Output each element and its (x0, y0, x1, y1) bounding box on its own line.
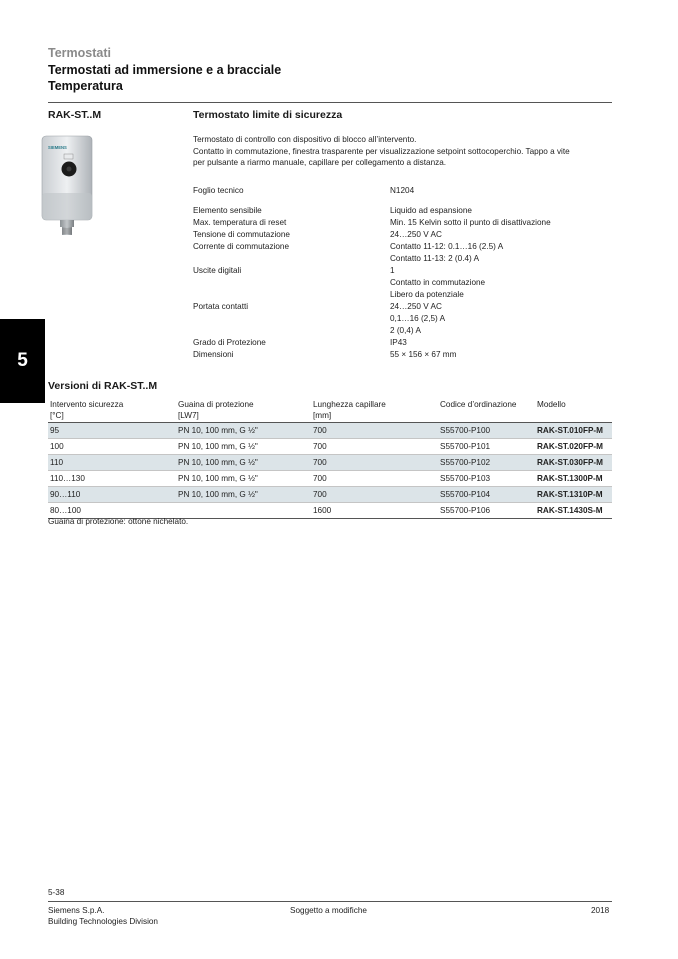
cell-intervento: 110…130 (50, 474, 85, 483)
spec-row (193, 337, 613, 349)
versions-table (48, 397, 612, 519)
cell-guaina: PN 10, 100 mm, G ½" (178, 474, 258, 483)
spec-value: 0,1…16 (2,5) A (390, 314, 446, 323)
header-rule (48, 102, 612, 103)
description-line: per pulsante a riarmo manuale, capillare per collegamento a distanza. (193, 158, 447, 168)
page-title: Termostati ad immersione e a bracciale (48, 63, 282, 77)
spec-value: IP43 (390, 338, 407, 347)
column-header: Modello (537, 400, 566, 409)
table-header-row (48, 397, 612, 423)
spec-key: Max. temperatura di reset (193, 218, 287, 227)
cell-modello: RAK-ST.020FP-M (537, 442, 603, 451)
spec-key: Portata contatti (193, 302, 249, 311)
cell-intervento: 95 (48, 423, 176, 439)
product-photo (38, 133, 98, 237)
cell-lunghezza: 700 (313, 474, 327, 483)
section-category: Termostati (48, 46, 111, 60)
product-description (193, 134, 613, 169)
column-header: Intervento sicurezza [°C] (50, 400, 124, 420)
spec-key: Corrente di commutazione (193, 242, 290, 251)
cell-codice: S55700-P101 (440, 442, 491, 451)
versions-title: Versioni di RAK-ST..M (48, 380, 158, 392)
cell-guaina: PN 10, 100 mm, G ½" (178, 442, 258, 451)
cell-modello: RAK-ST.1310P-M (535, 487, 612, 503)
chapter-tab: 5 (0, 319, 45, 403)
table-row (48, 423, 612, 439)
description-line: Termostato di controllo con dispositivo di blocco all’intervento. (193, 135, 417, 144)
spec-list (193, 185, 613, 361)
cell-codice: S55700-P100 (438, 423, 535, 439)
product-code: RAK-ST..M (48, 109, 102, 121)
spec-value: Contatto in commutazione (390, 278, 486, 287)
spec-row (193, 217, 613, 229)
cell-modello: RAK-ST.1300P-M (537, 474, 603, 483)
cell-lunghezza: 700 (311, 455, 438, 471)
spec-value: Contatto 11-12: 0.1…16 (2.5) A (390, 242, 504, 251)
spec-row (193, 265, 613, 301)
cell-intervento: 100 (50, 442, 64, 451)
cell-guaina: PN 10, 100 mm, G ½" (176, 487, 311, 503)
product-title: Termostato limite di sicurezza (193, 109, 343, 121)
spec-key: Elemento sensibile (193, 206, 262, 215)
cell-modello: RAK-ST.010FP-M (535, 423, 612, 439)
column-header: Guaina di protezione [LW7] (178, 400, 254, 420)
cell-guaina: PN 10, 100 mm, G ½" (176, 423, 311, 439)
cell-modello: RAK-ST.030FP-M (535, 455, 612, 471)
cell-guaina: PN 10, 100 mm, G ½" (176, 455, 311, 471)
column-header: Lunghezza capillare [mm] (313, 400, 386, 420)
spec-value: N1204 (390, 186, 415, 195)
page-subtitle: Temperatura (48, 79, 123, 93)
cell-lunghezza: 1600 (313, 506, 332, 515)
spec-row (193, 349, 613, 361)
cell-codice: S55700-P104 (438, 487, 535, 503)
spec-row (193, 301, 613, 337)
cell-lunghezza: 700 (313, 442, 327, 451)
spec-value: Liquido ad espansione (390, 206, 472, 215)
spec-key: Uscite digitali (193, 266, 242, 275)
spec-key: Tensione di commutazione (193, 230, 290, 239)
cell-lunghezza: 700 (311, 487, 438, 503)
spec-row (193, 229, 613, 241)
spec-value: Min. 15 Kelvin sotto il punto di disattivazione (390, 218, 551, 227)
column-header: Codice d’ordinazione (440, 400, 517, 409)
footer-rule (48, 901, 612, 902)
cell-codice: S55700-P103 (440, 474, 491, 483)
footer-year: 2018 (591, 906, 610, 915)
spec-key: Dimensioni (193, 350, 234, 359)
spec-value: 55 × 156 × 67 mm (390, 350, 457, 359)
spec-row (193, 185, 613, 197)
spec-row (193, 205, 613, 217)
footer-company: Siemens S.p.A. (48, 906, 105, 915)
spec-row (193, 241, 613, 265)
cell-modello: RAK-ST.1430S-M (537, 506, 603, 515)
cell-intervento: 110 (48, 455, 176, 471)
table-row (48, 471, 612, 487)
cell-codice: S55700-P106 (440, 506, 491, 515)
spec-value: Libero da potenziale (390, 290, 464, 299)
spec-value: Contatto 11-13: 2 (0.4) A (390, 254, 480, 263)
spec-value: 24…250 V AC (390, 230, 442, 239)
cell-codice: S55700-P102 (438, 455, 535, 471)
cell-guaina (176, 503, 311, 519)
table-row (48, 455, 612, 471)
footer-division: Building Technologies Division (48, 917, 158, 926)
page-number: 5-38 (48, 888, 65, 897)
footer-disclaimer: Soggetto a modifiche (290, 906, 367, 915)
table-note: Guaina di protezione: ottone nichelato. (48, 517, 189, 526)
cell-intervento: 80…100 (50, 506, 81, 515)
spec-key: Foglio tecnico (193, 186, 244, 195)
brand-label: SIEMENS (48, 145, 67, 150)
spec-key: Grado di Protezione (193, 338, 266, 347)
table-row (48, 439, 612, 455)
table-row (48, 487, 612, 503)
cell-intervento: 90…110 (48, 487, 176, 503)
spec-value: 2 (0,4) A (390, 326, 421, 335)
spec-value: 1 (390, 266, 395, 275)
cell-lunghezza: 700 (311, 423, 438, 439)
description-line: Contatto in commutazione, finestra trasparente per visualizzazione setpoint sottocoperchio. Tappo a vite (193, 146, 570, 156)
spec-value: 24…250 V AC (390, 302, 442, 311)
